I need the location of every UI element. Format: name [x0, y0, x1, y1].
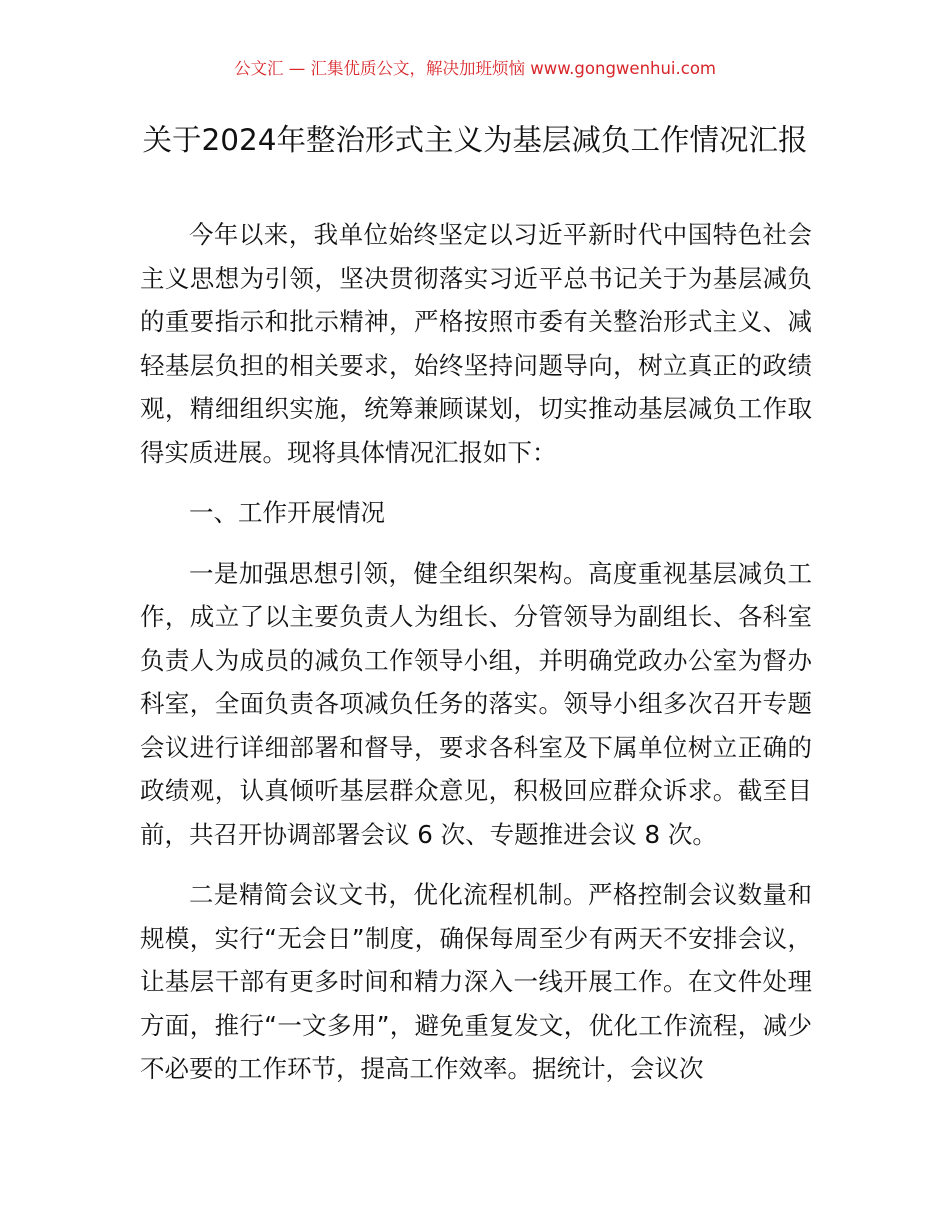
document-body: [140, 213, 812, 1108]
document-title: 关于2024年整治形式主义为基层减负工作情况汇报: [142, 123, 808, 157]
paragraph-2: 二是精简会议文书，优化流程机制。严格控制会议数量和规模，实行“无会日”制度，确保每周至少有两天不安排会议，让基层干部有更多时间和精力深入一线开展工作。在文件处理方面，推行“一文多用”，避免重复发文，优化工作流程，减少不必要的工作环节，提高工作效率。据统计，会议次: [140, 880, 812, 1083]
intro-paragraph: 今年以来，我单位始终坚定以习近平新时代中国特色社会主义思想为引领，坚决贯彻落实习近平总书记关于为基层减负的重要指示和批示精神，严格按照市委有关整治形式主义、减轻基层负担的相关要求，始终坚持问题导向，树立真正的政绩观，精细组织实施，统筹兼顾谋划，切实推动基层减负工作取得实质进展。现将具体情况汇报如下：: [140, 220, 812, 467]
section-heading: 一、工作开展情况: [189, 498, 385, 527]
paragraph-1: 一是加强思想引领，健全组织架构。高度重视基层减负工作，成立了以主要负责人为组长、分管领导为副组长、各科室负责人为成员的减负工作领导小组，并明确党政办公室为督办科室，全面负责各项减负任务的落实。领导小组多次召开专题会议进行详细部署和督导，要求各科室及下属单位树立正确的政绩观，认真倾听基层群众意见，积极回应群众诉求。截至目前，共召开协调部署会议 6 次、专题推进会议 8 次。: [140, 558, 812, 849]
header-banner: 公文汇 — 汇集优质公文，解决加班烦恼 www.gongwenhui.com: [233, 59, 717, 78]
